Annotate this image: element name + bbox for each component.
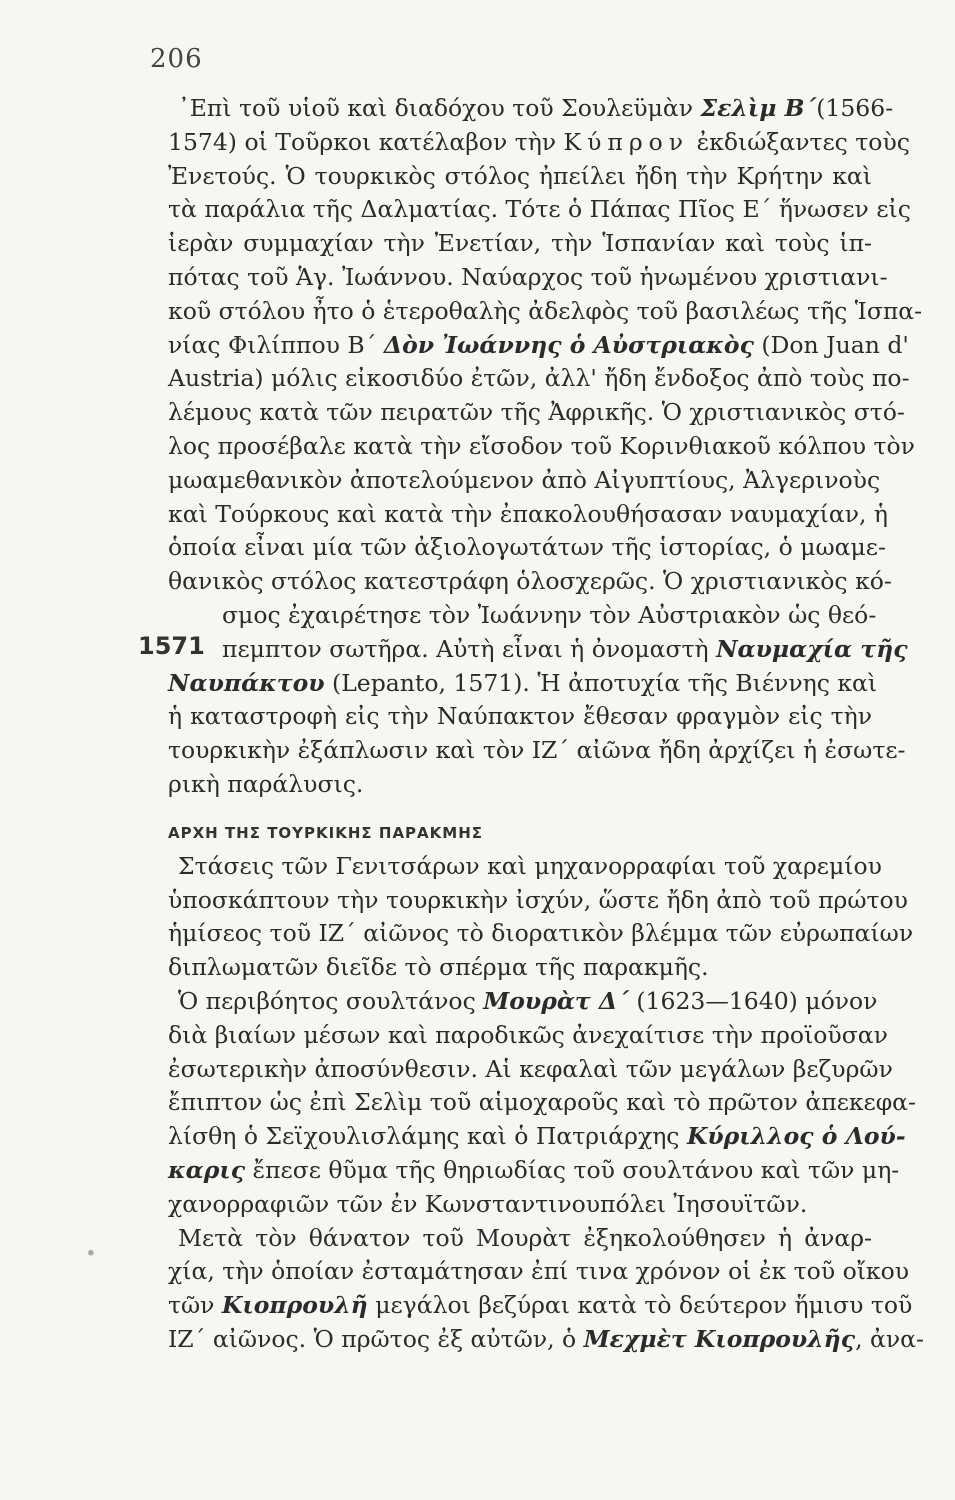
text-line: λίσθη ὁ Σεϊχουλισλάμης καὶ ὁ Πατριάρχης Κύριλλος ὁ Λού- [168, 1122, 906, 1151]
text-line: διὰ βιαίων μέσων καὶ παροδικῶς ἀνεχαίτισε τὴν προϊοῦσαν [168, 1020, 888, 1049]
text-line: ὁποία εἶναι μία τῶν ἀξιολογωτάτων τῆς ἱστορίας, ὁ μωαμε- [168, 533, 886, 562]
text-line: ἡ καταστροφὴ εἰς τὴν Ναύπακτον ἔθεσαν φραγμὸν εἰς τὴν [168, 702, 872, 731]
text-line: καὶ Τούρκους καὶ κατὰ τὴν ἐπακολουθήσασαν ναυμαχίαν, ἡ [168, 499, 888, 528]
text-line: Στάσεις τῶν Γενιτσάρων καὶ μηχανορραφίαι τοῦ χαρεμίου [178, 851, 882, 880]
text-line: Ναυπάκτου (Lepanto, 1571). Ἡ ἀποτυχία τῆς Βιέννης καὶ [168, 668, 878, 697]
paragraph-kiopruli [168, 1222, 924, 1357]
paragraph-murad [168, 985, 916, 1222]
text-line: χανορραφιῶν τῶν ἐν Κωνσταντινουπόλει Ἰησουϊτῶν. [168, 1189, 808, 1218]
text-line: ΙΖ΄ αἰῶνος. Ὁ πρῶτος ἐξ αὐτῶν, ὁ Μεχμὲτ Κιοπρουλῆς, ἀνα- [168, 1324, 924, 1353]
marginal-year: 1571 [138, 632, 205, 660]
text-line: σμος ἐχαιρέτησε τὸν Ἰωάννην τὸν Αὐστριακὸν ὡς θεό- [222, 600, 877, 629]
text-line: τουρκικὴν ἐξάπλωσιν καὶ τὸν ΙΖ΄ αἰῶνα ἤδη ἀρχίζει ἡ ἐσωτε- [168, 736, 906, 765]
text-line: ἡμίσεος τοῦ ΙΖ΄ αἰῶνος τὸ διορατικὸν βλέμμα τῶν εὐρωπαίων [168, 919, 914, 948]
section-heading: ΑΡΧΗ ΤΗΣ ΤΟΥΡΚΙΚΗΣ ΠΑΡΑΚΜΗΣ [168, 823, 484, 842]
text-line: ἔπιπτον ὡς ἐπὶ Σελὶμ τοῦ αἱμοχαροῦς καὶ τὸ πρῶτον ἀπεκεφα- [168, 1088, 916, 1117]
text-line: καρις ἔπεσε θῦμα τῆς θηριωδίας τοῦ σουλτάνου καὶ τῶν μη- [168, 1155, 900, 1184]
text-line: Μετὰ τὸν θάνατον τοῦ Μουρὰτ ἐξηκολούθησεν ἡ ἀναρ- [178, 1223, 872, 1252]
text-line: ᾿Επὶ τοῦ υἱοῦ καὶ διαδόχου τοῦ Σουλεϋμὰν Σελὶμ Β΄(1566- [178, 94, 894, 122]
text-line: νίας Φιλίππου Β΄ Δὸν Ἰωάννης ὁ Αὐστριακὸς (Don Juan d' [168, 330, 909, 359]
text-line: ἱερὰν συμμαχίαν τὴν Ἐνετίαν, τὴν Ἱσπανίαν καὶ τοὺς ἱπ- [168, 229, 872, 258]
text-line: κοῦ στόλου ἦτο ὁ ἑτεροθαλὴς ἀδελφὸς τοῦ βασιλέως τῆς Ἱσπα- [168, 296, 923, 325]
text-line: πεμπτον σωτῆρα. Αὐτὴ εἶναι ἡ ὀνομαστὴ Ναυμαχία τῆς [222, 634, 908, 663]
text-line: Ἐνετούς. Ὁ τουρκικὸς στόλος ἠπείλει ἤδη τὴν Κρήτην καὶ [168, 161, 872, 190]
text-line: ρικὴ παράλυσις. [168, 769, 364, 798]
text-line: διπλωματῶν διεῖδε τὸ σπέρμα τῆς παρακμῆς. [168, 953, 709, 982]
text-line: πότας τοῦ Ἁγ. Ἰωάννου. Ναύαρχος τοῦ ἡνωμένου χριστιανι- [168, 262, 888, 291]
text-line: θανικὸς στόλος κατεστράφη ὁλοσχερῶς. Ὁ χριστιανικὸς κό- [168, 567, 892, 596]
text-line: ὑποσκάπτουν τὴν τουρκικὴν ἰσχύν, ὥστε ἤδη ἀπὸ τοῦ πρώτου [168, 885, 908, 914]
stray-mark: ∙ [86, 1240, 96, 1264]
text-line: λος προσέβαλε κατὰ τὴν εἴσοδον τοῦ Κορινθιακοῦ κόλπου τὸν [168, 431, 915, 460]
text-line: Austria) μόλις εἰκοσιδύο ἐτῶν, ἀλλ' ἤδη ἔνδοξος ἀπὸ τοὺς πο- [168, 364, 910, 393]
text-line: Ὁ περιβόητος σουλτάνος Μουρὰτ Δ΄ (1623—1640) μόνον [178, 986, 878, 1015]
text-line: τῶν Κιοπρουλῆ μεγάλοι βεζύραι κατὰ τὸ δεύτερον ἥμισυ τοῦ [168, 1291, 913, 1320]
text-line: τὰ παράλια τῆς Δαλματίας. Τότε ὁ Πάπας Πῖος Ε΄ ἥνωσεν εἰς [168, 195, 911, 224]
text-line: χία, τὴν ὁποίαν ἐσταμάτησαν ἐπί τινα χρόνον οἱ ἐκ τοῦ οἴκου [168, 1257, 910, 1286]
paragraph-lepanto [168, 92, 923, 802]
page-number: 206 [150, 44, 203, 74]
text-line: λέμους κατὰ τῶν πειρατῶν τῆς Ἀφρικῆς. Ὁ χριστιανικὸς στό- [168, 398, 905, 427]
text-line: 1574) οἱ Τοῦρκοι κατέλαβον τὴν Κύπρον ἐκδιώξαντες τοὺς [168, 127, 910, 156]
paragraph-janissaries [168, 850, 914, 985]
text-line: ἐσωτερικὴν ἀποσύνθεσιν. Αἱ κεφαλαὶ τῶν μεγάλων βεζυρῶν [168, 1054, 893, 1083]
page-body [168, 92, 924, 1357]
text-line: μωαμεθανικὸν ἀποτελούμενον ἀπὸ Αἰγυπτίους, Ἀλγερινοὺς [168, 465, 881, 494]
